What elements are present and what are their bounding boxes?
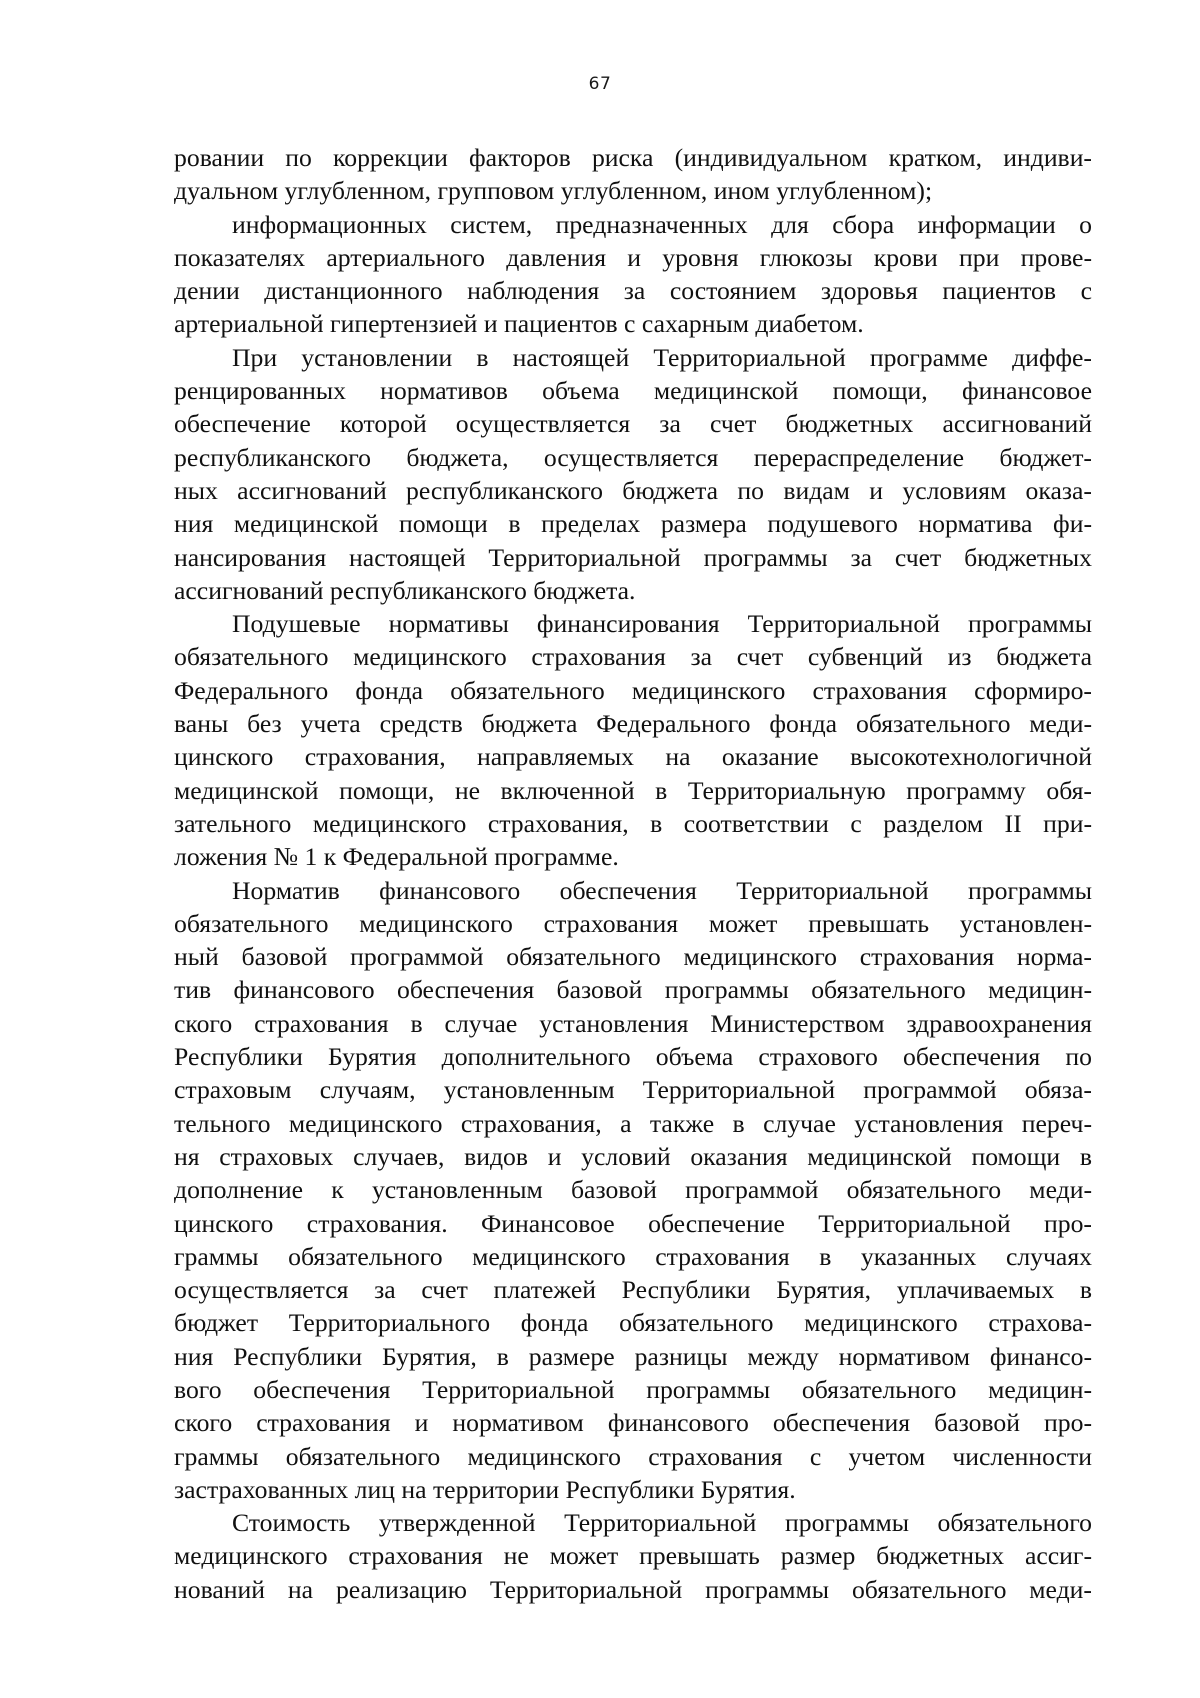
text-line: страховым случаям, установленным Территориальной программой обяза- (174, 1075, 1092, 1105)
text-line: осуществляется за счет платежей Республики Бурятия, уплачиваемых в (174, 1275, 1092, 1305)
text-line: республиканского бюджета, осуществляется перераспределение бюджет- (174, 442, 1092, 472)
text-line: ровании по коррекции факторов риска (индивидуальном кратком, индиви- (174, 143, 1092, 172)
text-line: обеспечение которой осуществляется за счет бюджетных ассигнований (174, 409, 1092, 439)
text-line: Республики Бурятия дополнительного объема страхового обеспечения по (174, 1042, 1092, 1072)
text-line: Федерального фонда обязательного медицинского страхования сформиро- (174, 675, 1092, 705)
text-line: ложения № 1 к Федеральной программе. (174, 842, 619, 872)
text-line: ренцированных нормативов объема медицинской помощи, финансовое (174, 376, 1092, 406)
text-line: ния медицинской помощи в пределах размера подушевого норматива фи- (174, 509, 1092, 539)
paragraph (174, 607, 1092, 873)
text-line: граммы обязательного медицинского страхования с учетом численности (174, 1441, 1092, 1471)
text-line: застрахованных лиц на территории Республики Бурятия. (174, 1474, 796, 1504)
document-body (174, 141, 1092, 1606)
text-line: ваны без учета средств бюджета Федерального фонда обязательного меди- (174, 709, 1092, 739)
text-line: показателях артериального давления и уровня глюкозы крови при прове- (174, 242, 1092, 272)
text-line: нансирования настоящей Территориальной программы за счет бюджетных (174, 542, 1092, 572)
text-line: ный базовой программой обязательного медицинского страхования норма- (174, 942, 1092, 972)
text-line: бюджет Территориального фонда обязательного медицинского страхова- (174, 1308, 1092, 1338)
text-line: Норматив финансового обеспечения Территориальной программы (232, 875, 1092, 905)
text-line: граммы обязательного медицинского страхования в указанных случаях (174, 1241, 1092, 1271)
text-line: нований на реализацию Территориальной программы обязательного меди- (174, 1574, 1092, 1604)
text-line: медицинского страхования не может превышать размер бюджетных ассиг- (174, 1541, 1092, 1571)
text-line: вого обеспечения Территориальной программы обязательного медицин- (174, 1374, 1092, 1404)
paragraph (174, 341, 1092, 607)
text-line: обязательного медицинского страхования может превышать установлен- (174, 908, 1092, 938)
text-line: зательного медицинского страхования, в соответствии с разделом II при- (174, 808, 1092, 838)
text-line: тельного медицинского страхования, а также в случае установления переч- (174, 1108, 1092, 1138)
paragraph (174, 141, 1092, 208)
text-line: дении дистанционного наблюдения за состоянием здоровья пациентов с (174, 276, 1092, 306)
text-line: дополнение к установленным базовой программой обязательного меди- (174, 1175, 1092, 1205)
text-line: ского страхования в случае установления Министерством здравоохранения (174, 1008, 1092, 1038)
text-line: Стоимость утвержденной Территориальной программы обязательного (232, 1508, 1092, 1538)
text-line: артериальной гипертензией и пациентов с сахарным диабетом. (174, 309, 864, 339)
text-line: цинского страхования, направляемых на оказание высокотехнологичной (174, 742, 1092, 772)
text-line: дуальном углубленном, групповом углубленном, ином углубленном); (174, 176, 933, 206)
text-line: ня страховых случаев, видов и условий оказания медицинской помощи в (174, 1141, 1092, 1171)
text-line: ского страхования и нормативом финансового обеспечения базовой про- (174, 1408, 1092, 1438)
text-line: обязательного медицинского страхования за счет субвенций из бюджета (174, 642, 1092, 672)
paragraph (174, 874, 1092, 1507)
paragraph (174, 1506, 1092, 1606)
text-line: ассигнований республиканского бюджета. (174, 575, 636, 605)
paragraph (174, 208, 1092, 341)
text-line: ных ассигнований республиканского бюджета по видам и условиям оказа- (174, 475, 1092, 505)
page-number: 67 (588, 74, 612, 94)
text-line: медицинской помощи, не включенной в Территориальную программу обя- (174, 775, 1092, 805)
text-line: Подушевые нормативы финансирования Территориальной программы (232, 609, 1092, 639)
text-line: ния Республики Бурятия, в размере разницы между нормативом финансо- (174, 1341, 1092, 1371)
text-line: При установлении в настоящей Территориальной программе диффе- (232, 342, 1092, 372)
text-line: информационных систем, предназначенных для сбора информации о (232, 209, 1092, 239)
text-line: тив финансового обеспечения базовой программы обязательного медицин- (174, 975, 1092, 1005)
text-line: цинского страхования. Финансовое обеспечение Территориальной про- (174, 1208, 1092, 1238)
